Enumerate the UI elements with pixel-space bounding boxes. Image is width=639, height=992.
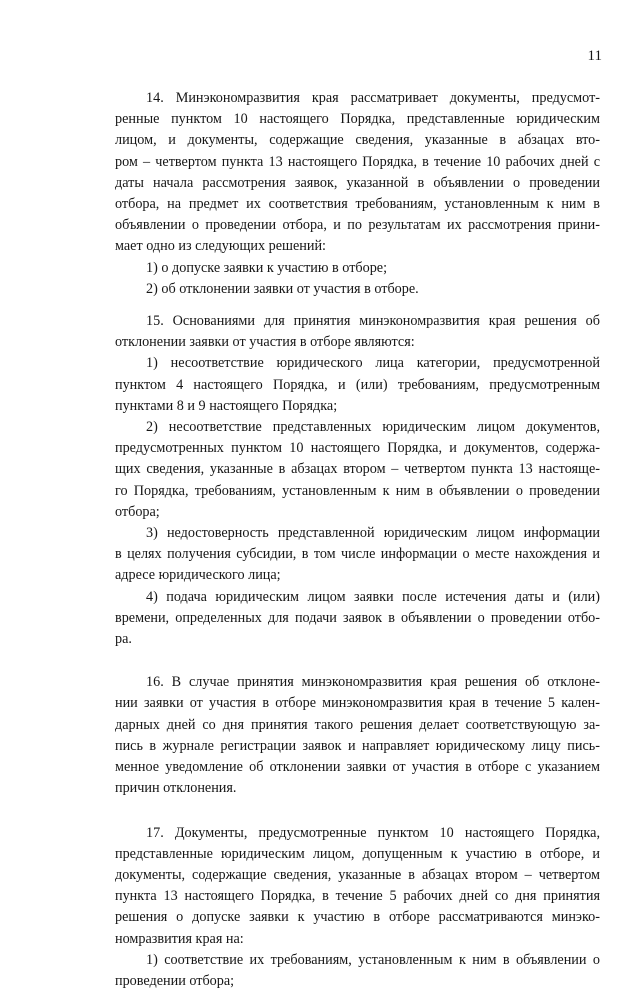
text-line: дарных дней со дня принятия такого решения делает соответствующую за- bbox=[115, 715, 600, 736]
text-line: предусмотренных пунктом 10 настоящего Порядка, и документов, содержа- bbox=[115, 438, 600, 459]
text-line: даты начала рассмотрения заявок, указанной в объявлении о проведении bbox=[115, 173, 600, 194]
text-line: ра. bbox=[115, 629, 600, 650]
text-line: го Порядка, требованиям, установленным к ним в объявлении о проведении bbox=[115, 481, 600, 502]
text-line: причин отклонения. bbox=[115, 778, 600, 799]
text-line: 14. Минэкономразвития края рассматривает документы, предусмот- bbox=[115, 88, 600, 109]
page-number: 11 bbox=[588, 47, 602, 65]
text-line: адресе юридического лица; bbox=[115, 565, 600, 586]
text-line: нии заявки от участия в отборе минэкономразвития края в течение 5 кален- bbox=[115, 693, 600, 714]
text-line: пись в журнале регистрации заявок и направляет юридическому лицу пись- bbox=[115, 736, 600, 757]
text-line: отбора; bbox=[115, 502, 600, 523]
paragraph-14 bbox=[115, 88, 600, 300]
text-line: пунктом 4 настоящего Порядка, и (или) требованиям, предусмотренным bbox=[115, 375, 600, 396]
text-line: мает одно из следующих решений: bbox=[115, 236, 600, 257]
list-item: 4) подача юридическим лицом заявки после истечения даты и (или) bbox=[115, 587, 600, 608]
text-line: решения о допуске заявки к участию в отборе рассматриваются минэко- bbox=[115, 907, 600, 928]
text-line: ренные пунктом 10 настоящего Порядка, представленные юридическим bbox=[115, 109, 600, 130]
text-line: в целях получения субсидии, в том числе информации о месте нахождения и bbox=[115, 544, 600, 565]
paragraph-16 bbox=[115, 672, 600, 799]
list-item: 2) об отклонении заявки от участия в отборе. bbox=[115, 279, 600, 300]
text-line: 17. Документы, предусмотренные пунктом 10 настоящего Порядка, bbox=[115, 823, 600, 844]
text-line: отклонении заявки от участия в отборе являются: bbox=[115, 332, 600, 353]
text-line: представленные юридическим лицом, допущенным к участию в отборе, и bbox=[115, 844, 600, 865]
text-line: щих сведения, указанные в абзацах втором – четвертом пункта 13 настояще- bbox=[115, 459, 600, 480]
list-item: 2) несоответствие представленных юридическим лицом документов, bbox=[115, 417, 600, 438]
text-line: пунктами 8 и 9 настоящего Порядка; bbox=[115, 396, 600, 417]
text-line: лицом, и документы, содержащие сведения, указанные в абзацах вто- bbox=[115, 130, 600, 151]
list-item: 1) о допуске заявки к участию в отборе; bbox=[115, 258, 600, 279]
text-line: времени, определенных для подачи заявок в объявлении о проведении отбо- bbox=[115, 608, 600, 629]
list-item: 3) недостоверность представленной юридическим лицом информации bbox=[115, 523, 600, 544]
paragraph-17 bbox=[115, 823, 600, 992]
text-line: ром – четвертом пункта 13 настоящего Порядка, в течение 10 рабочих дней с bbox=[115, 152, 600, 173]
text-line: пункта 13 настоящего Порядка, в течение 5 рабочих дней со дня принятия bbox=[115, 886, 600, 907]
text-line: 16. В случае принятия минэкономразвития края решения об отклоне- bbox=[115, 672, 600, 693]
paragraph-15 bbox=[115, 311, 600, 650]
list-item: 1) соответствие их требованиям, установленным к ним в объявлении о bbox=[115, 950, 600, 971]
text-line: отбора, на предмет их соответствия требованиям, установленным к ним в bbox=[115, 194, 600, 215]
text-line: менное уведомление об отклонении заявки от участия в отборе с указанием bbox=[115, 757, 600, 778]
text-line: проведении отбора; bbox=[115, 971, 600, 992]
list-item: 1) несоответствие юридического лица категории, предусмотренной bbox=[115, 353, 600, 374]
document-body bbox=[115, 88, 600, 992]
text-line: объявлении о проведении отбора, и по результатам их рассмотрения прини- bbox=[115, 215, 600, 236]
text-line: документы, содержащие сведения, указанные в абзацах втором – четвертом bbox=[115, 865, 600, 886]
text-line: 15. Основаниями для принятия минэкономразвития края решения об bbox=[115, 311, 600, 332]
text-line: номразвития края на: bbox=[115, 929, 600, 950]
